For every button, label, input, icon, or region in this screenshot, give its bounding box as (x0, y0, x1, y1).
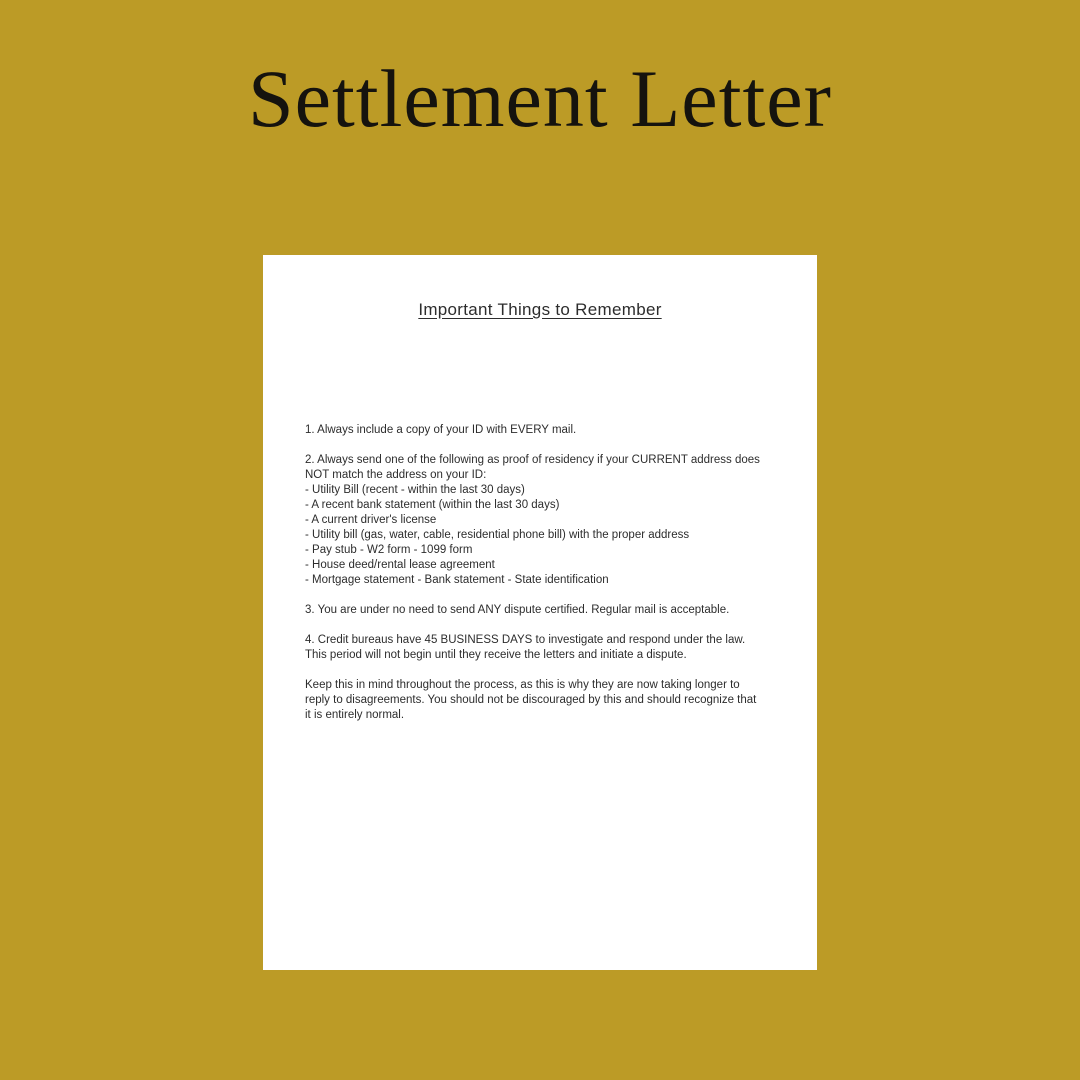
proof-item-utility-bill-proper-address: - Utility bill (gas, water, cable, residential phone bill) with the proper address (305, 529, 690, 541)
proof-item-house-deed: - House deed/rental lease agreement (305, 559, 495, 571)
proof-item-pay-stub: - Pay stub - W2 form - 1099 form (305, 544, 473, 556)
instruction-3: 3. You are under no need to send ANY dispute certified. Regular mail is acceptable. (305, 604, 730, 616)
proof-item-utility-bill: - Utility Bill (recent - within the last 30 days) (305, 484, 525, 496)
closing-note: Keep this in mind throughout the process, as this is why they are now taking longer to reply to disagreements. You should not be discouraged by this and should recognize that it is entirely normal. (305, 679, 757, 721)
instruction-4: 4. Credit bureaus have 45 BUSINESS DAYS to investigate and respond under the law. This period will not begin until they receive the letters and initiate a dispute. (305, 634, 746, 661)
instruction-1: 1. Always include a copy of your ID with EVERY mail. (305, 424, 577, 436)
proof-of-residency-list (305, 483, 765, 588)
proof-item-drivers-license: - A current driver's license (305, 514, 437, 526)
poster-title: Settlement Letter (248, 53, 832, 144)
document-heading: Important Things to Remember (418, 300, 662, 319)
proof-item-mortgage-statement: - Mortgage statement - Bank statement - State identification (305, 574, 609, 586)
document-page (263, 255, 817, 970)
instruction-2: 2. Always send one of the following as proof of residency if your CURRENT address does NOT match the address on your ID: (305, 454, 760, 481)
document-body (305, 423, 765, 738)
proof-item-bank-statement: - A recent bank statement (within the last 30 days) (305, 499, 560, 511)
